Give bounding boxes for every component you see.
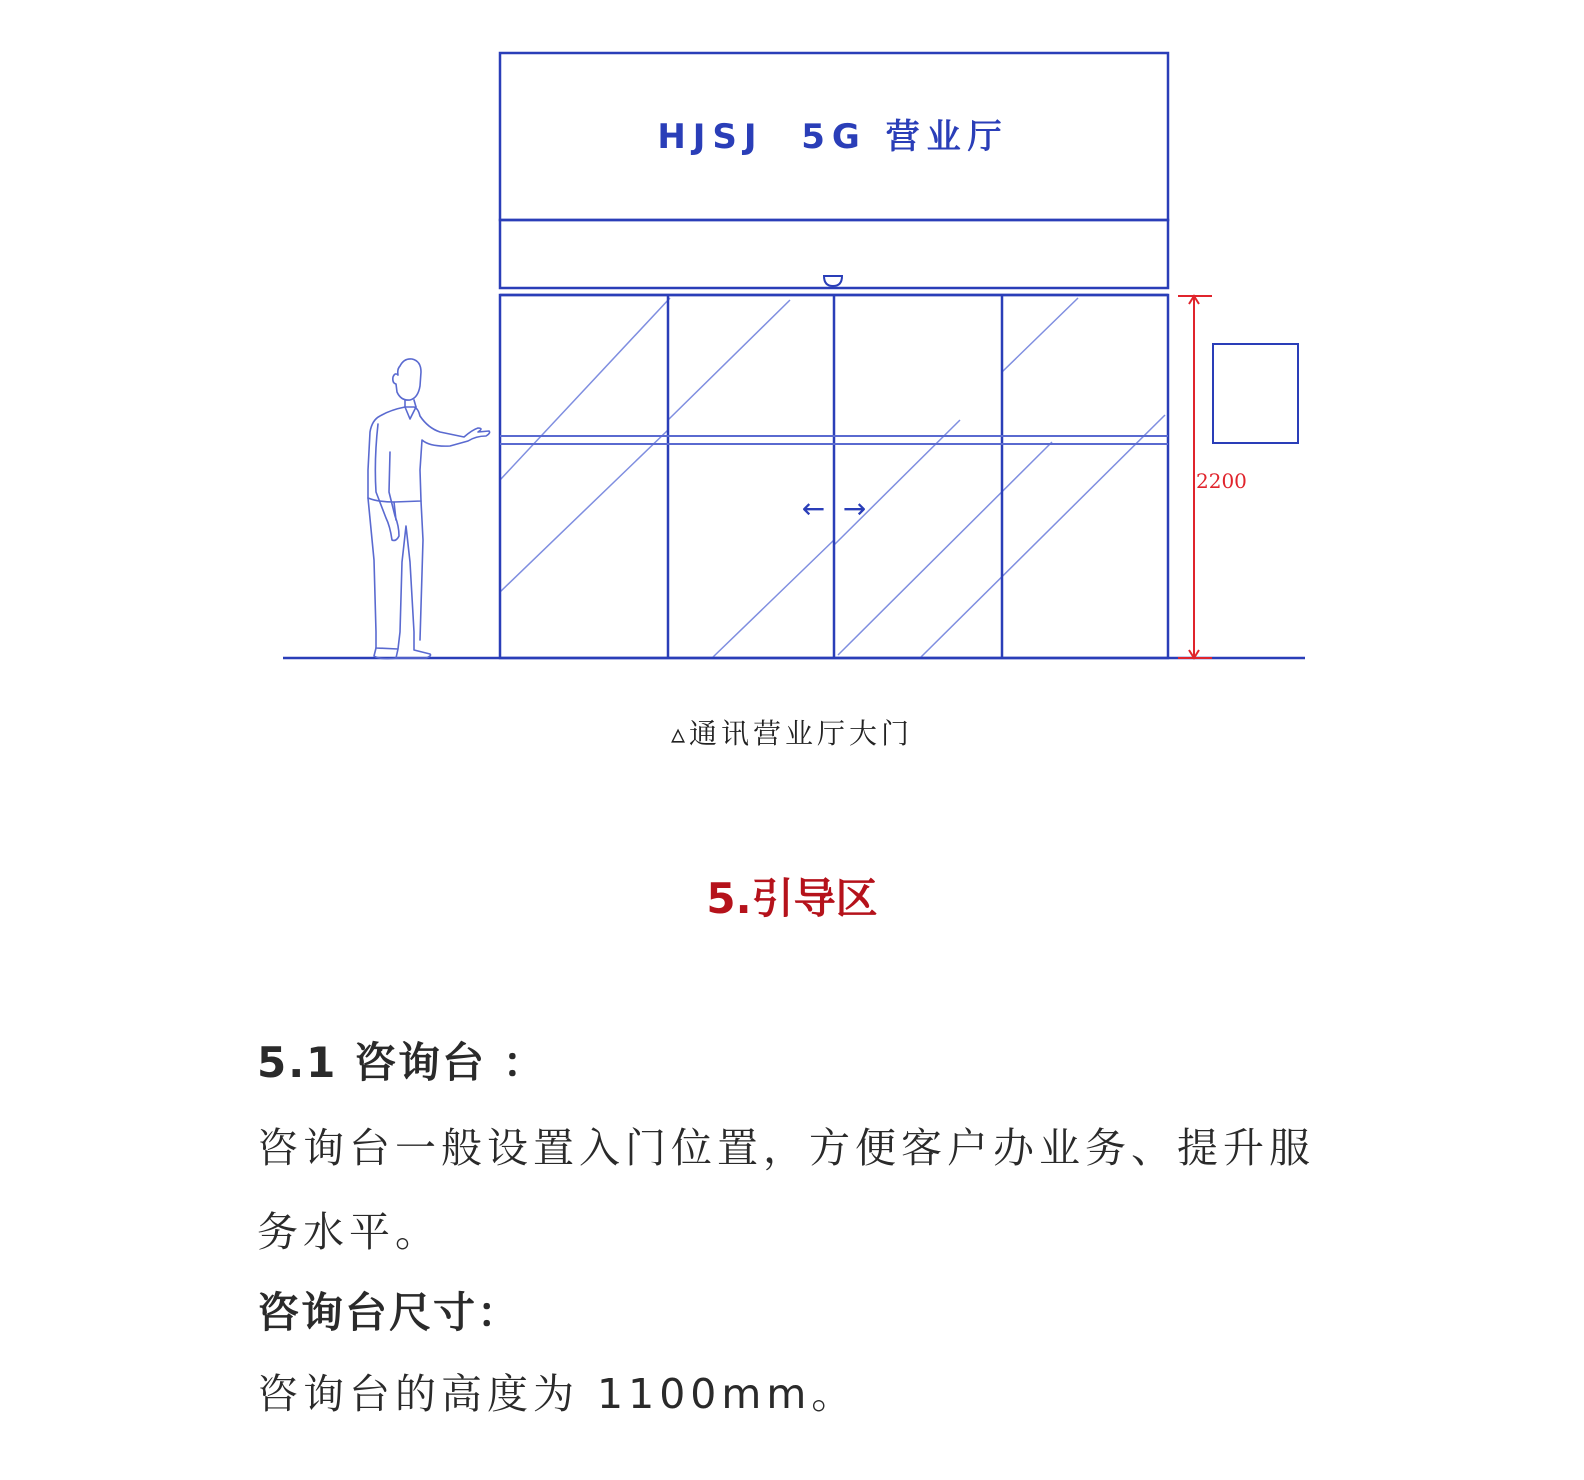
sign-text: HJSJ 5G 营业厅 — [657, 117, 1009, 157]
door-frames — [500, 295, 1168, 658]
sliding-arrows-icon: ← → — [801, 492, 867, 525]
glass-hatching — [500, 298, 1165, 658]
wall-panel — [1213, 344, 1298, 443]
size-text: 咨询台的高度为 1100mm。 — [257, 1370, 858, 1418]
door-sensor-icon — [824, 276, 842, 286]
storefront-elevation-drawing — [0, 0, 1584, 700]
size-heading: 咨询台尺寸： — [257, 1288, 522, 1337]
section-title: 5.引导区 — [706, 874, 878, 923]
subsection-paragraph: 咨询台一般设置入门位置，方便客户办业务、提升服务水平。 — [257, 1124, 1315, 1256]
figure-caption: ▵通讯营业厅大门 — [670, 717, 914, 750]
person-figure — [368, 359, 490, 659]
height-dimension-label: 2200 — [1196, 469, 1247, 493]
transom-band — [500, 220, 1168, 288]
subsection-heading: 5.1 咨询台 ： — [257, 1038, 547, 1087]
